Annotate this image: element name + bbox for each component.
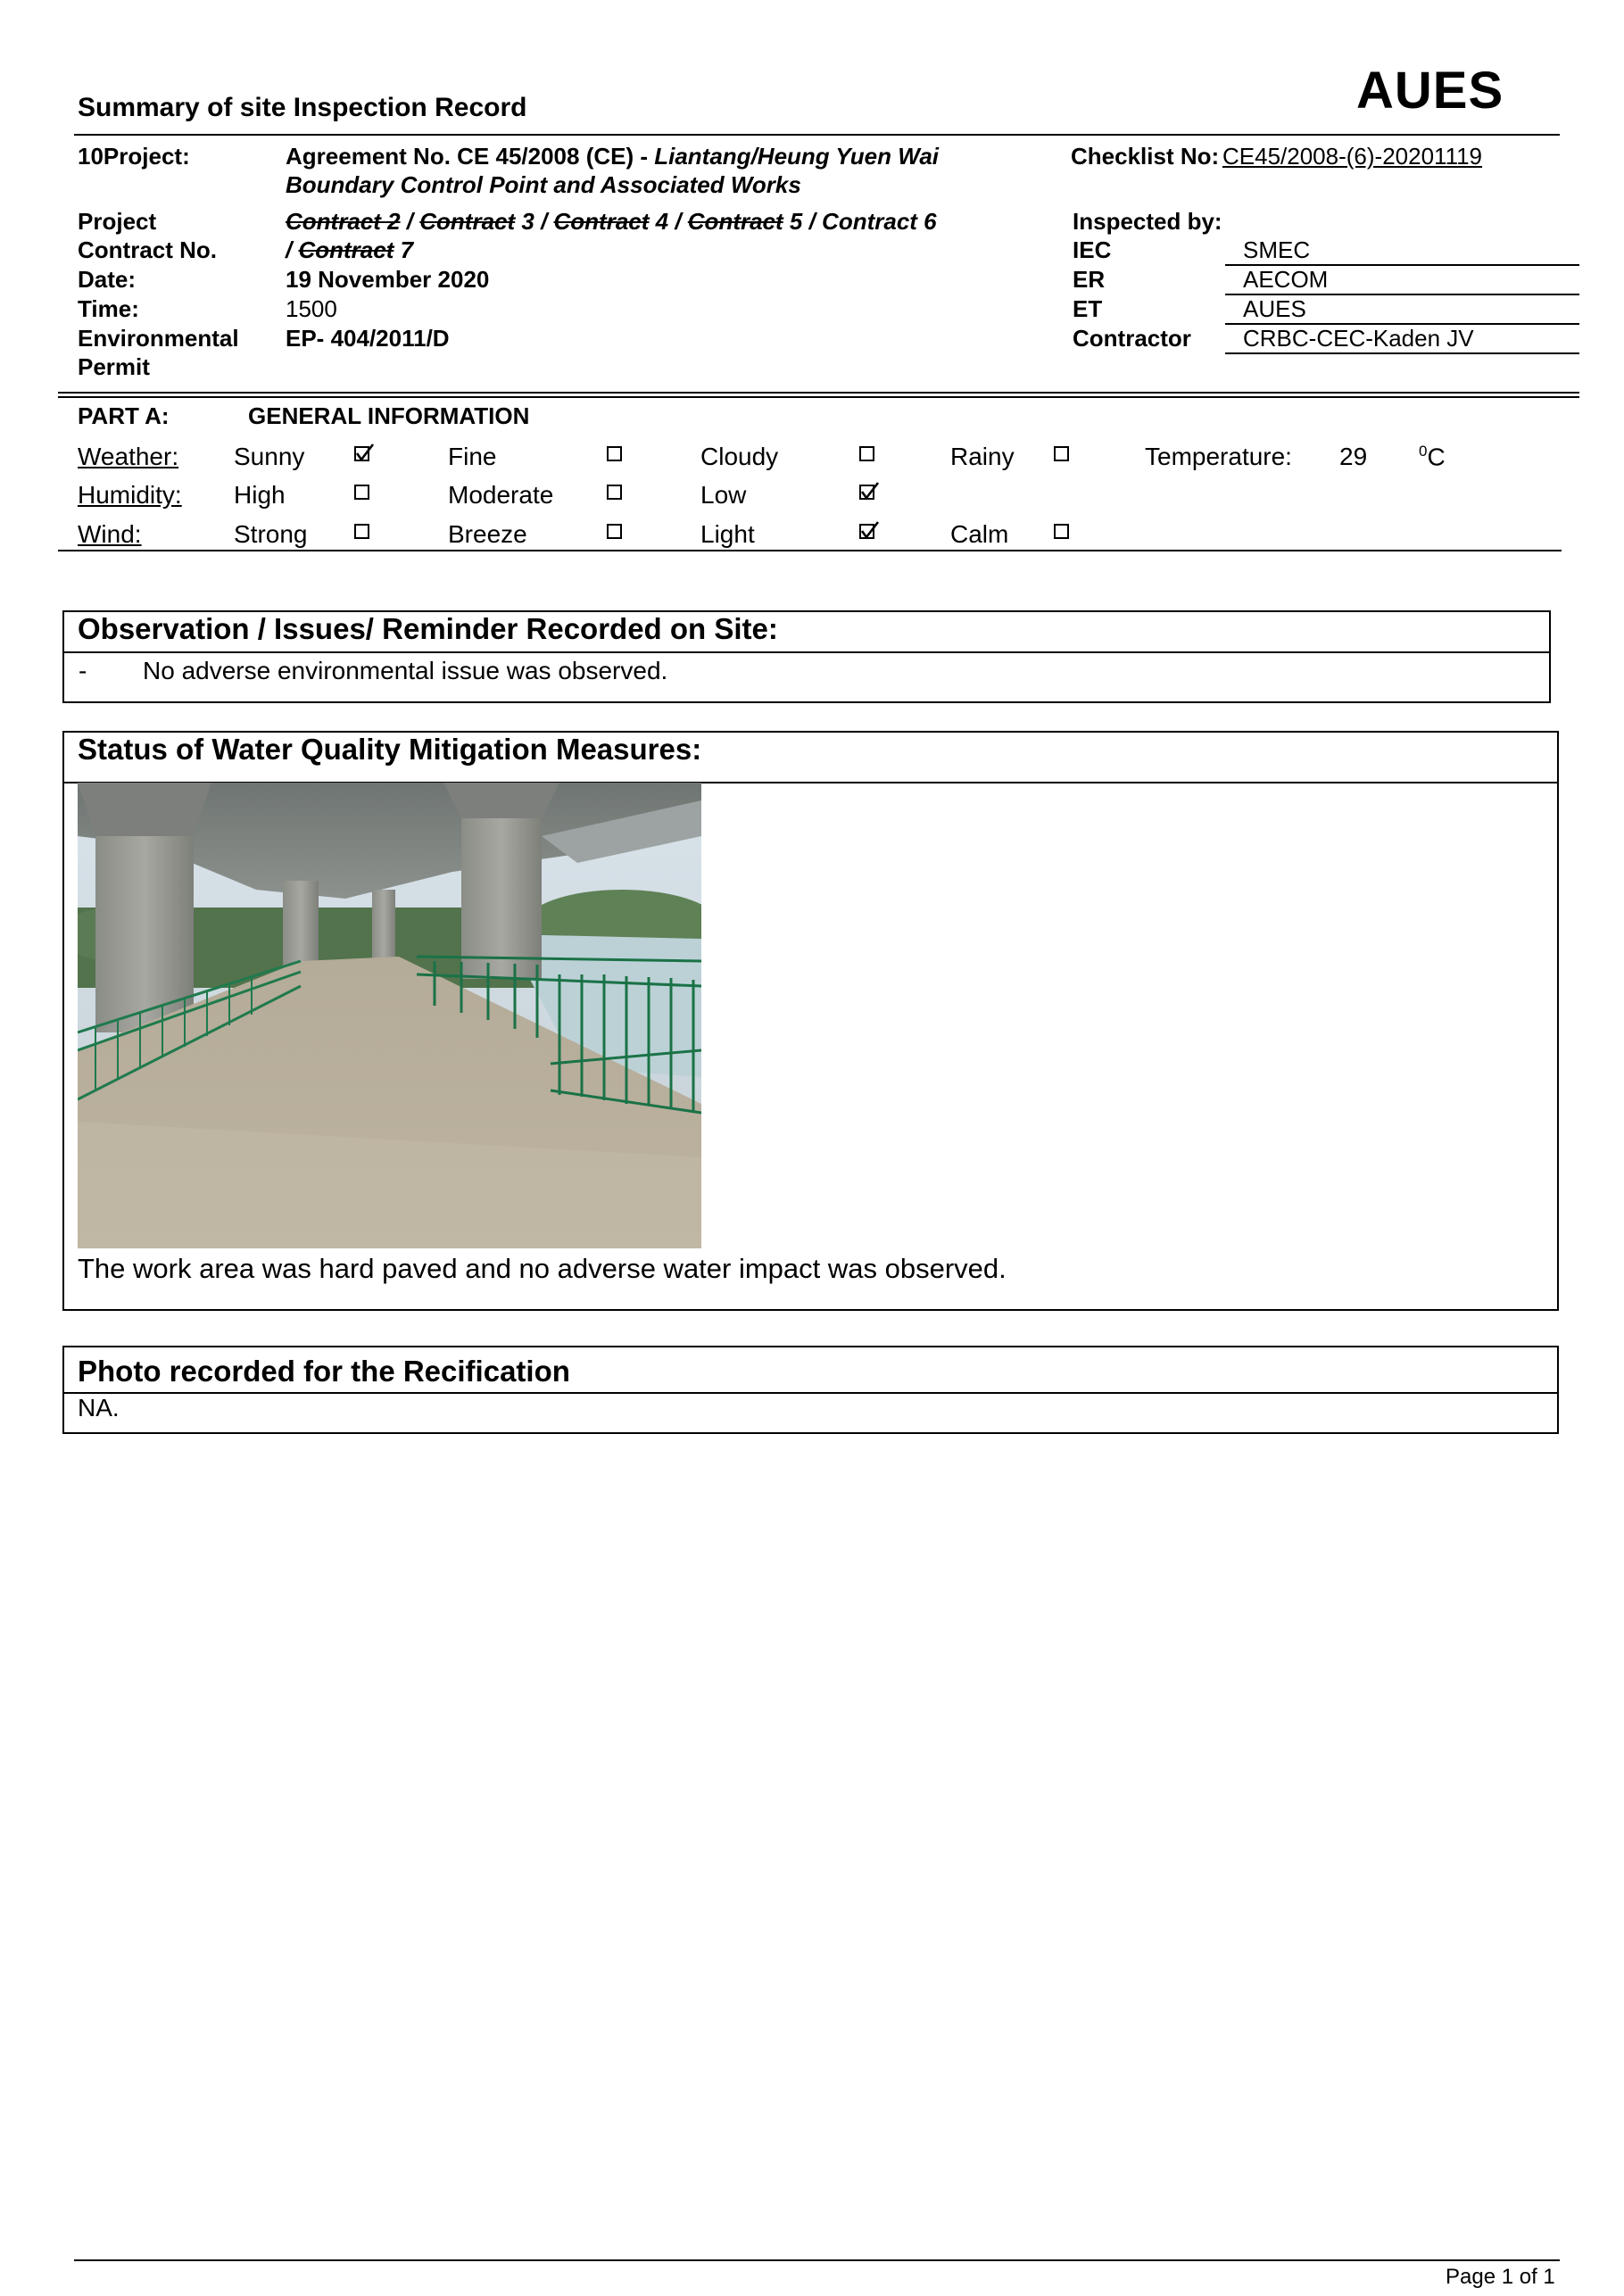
header-rule [74,134,1560,136]
weather-fine-checkbox[interactable] [607,446,622,461]
er-label: ER [1073,266,1106,293]
weather-option-rainy: Rainy [950,443,1015,470]
date-label: Date: [78,266,137,293]
contract-segment: 3 / [515,208,554,235]
permit-label-line1: Environmental [78,325,239,352]
humidity-option-high: High [234,481,286,509]
wind-calm-checkbox[interactable] [1054,524,1069,539]
weather-label: Weather: [78,443,179,470]
wind-option-light: Light [700,520,755,548]
page-title: Summary of site Inspection Record [78,93,527,122]
observation-title-rule [64,651,1549,653]
footer-rule [74,2259,1560,2261]
wind-option-calm: Calm [950,520,1009,548]
wind-option-breeze: Breeze [448,520,527,548]
contract-segment: / [286,236,299,263]
contractor-label: Contractor [1073,325,1191,352]
contract-segment: Contract [298,236,394,263]
er-value: AECOM [1243,266,1329,293]
agreement-number: Agreement No. CE 45/2008 (CE) - [286,143,649,170]
check-mark-icon [859,482,879,501]
iec-label: IEC [1073,236,1112,263]
water-quality-title: Status of Water Quality Mitigation Measures: [78,733,702,766]
weather-cloudy-checkbox[interactable] [859,446,874,461]
contract-segment: 4 / [649,208,688,235]
page-number: Page 1 of 1 [1446,2265,1555,2289]
contract-segment: Contract [553,208,650,235]
rectification-title-rule [64,1392,1557,1394]
water-quality-caption: The work area was hard paved and no adverse water impact was observed. [78,1253,1007,1284]
project-agreement-line2: Boundary Control Point and Associated Works [286,171,801,198]
weather-sunny-checkbox[interactable] [354,446,369,461]
part-a-title: GENERAL INFORMATION [248,402,530,429]
contract-segment: Contract [419,208,516,235]
wind-breeze-checkbox[interactable] [607,524,622,539]
company-logo: AUES [1356,62,1504,120]
weather-option-fine: Fine [448,443,497,470]
time-label: Time: [78,295,139,322]
wind-label: Wind: [78,520,142,548]
check-mark-icon [354,443,374,463]
wind-strong-checkbox[interactable] [354,524,369,539]
iec-value: SMEC [1243,236,1311,263]
contract-list-line2 [286,236,413,264]
weather-option-cloudy: Cloudy [700,443,779,470]
rectification-title: Photo recorded for the Recification [78,1355,570,1388]
section-rule-top [58,392,1579,394]
site-photo [78,783,701,1248]
wind-light-checkbox[interactable] [859,524,874,539]
site-photo-illustration [78,783,701,1248]
humidity-label: Humidity: [78,481,182,509]
temperature-unit-letter: C [1427,443,1446,471]
date-value: 19 November 2020 [286,266,490,293]
et-label: ET [1073,295,1103,322]
contractor-value: CRBC-CEC-Kaden JV [1243,325,1474,352]
project-agreement-line1 [286,143,939,170]
wind-option-strong: Strong [234,520,308,548]
part-a-rule [58,550,1562,551]
observation-title: Observation / Issues/ Reminder Recorded on Site: [78,612,778,645]
permit-label-line2: Permit [78,353,150,380]
humidity-moderate-checkbox[interactable] [607,485,622,500]
temperature-value: 29 [1339,443,1368,470]
observation-bullet: - [79,657,87,684]
contract-label-line2: Contract No. [78,236,217,263]
humidity-low-checkbox[interactable] [859,485,874,500]
temperature-label: Temperature: [1145,443,1292,470]
contract-segment: / [400,208,420,235]
contract-segment: 5 / Contract 6 [783,208,937,235]
weather-option-sunny: Sunny [234,443,305,470]
contract-segment: Contract 2 [286,208,401,235]
contractor-underline [1225,352,1579,354]
check-mark-icon [859,521,879,541]
humidity-high-checkbox[interactable] [354,485,369,500]
checklist-label: Checklist No: [1071,143,1220,170]
observation-text: No adverse environmental issue was observed. [143,657,668,684]
et-value: AUES [1243,295,1306,322]
contract-segment: 7 [394,236,414,263]
part-a-label: PART A: [78,402,170,429]
contract-label-line1: Project [78,208,157,235]
humidity-option-moderate: Moderate [448,481,554,509]
section-rule-bottom [58,396,1579,398]
permit-value: EP- 404/2011/D [286,325,450,352]
time-value: 1500 [286,295,337,322]
contract-segment: Contract [687,208,783,235]
humidity-option-low: Low [700,481,747,509]
degree-superscript: 0 [1419,443,1428,460]
checklist-number: CE45/2008-(6)-20201119 [1222,143,1483,170]
agreement-title-part1: Liantang/Heung Yuen Wai [648,143,940,170]
weather-rainy-checkbox[interactable] [1054,446,1069,461]
inspected-by-label: Inspected by: [1073,208,1222,235]
rectification-text: NA. [78,1394,120,1422]
temperature-unit [1419,443,1446,471]
project-label: 10Project: [78,143,190,170]
contract-list-line1 [286,208,937,236]
